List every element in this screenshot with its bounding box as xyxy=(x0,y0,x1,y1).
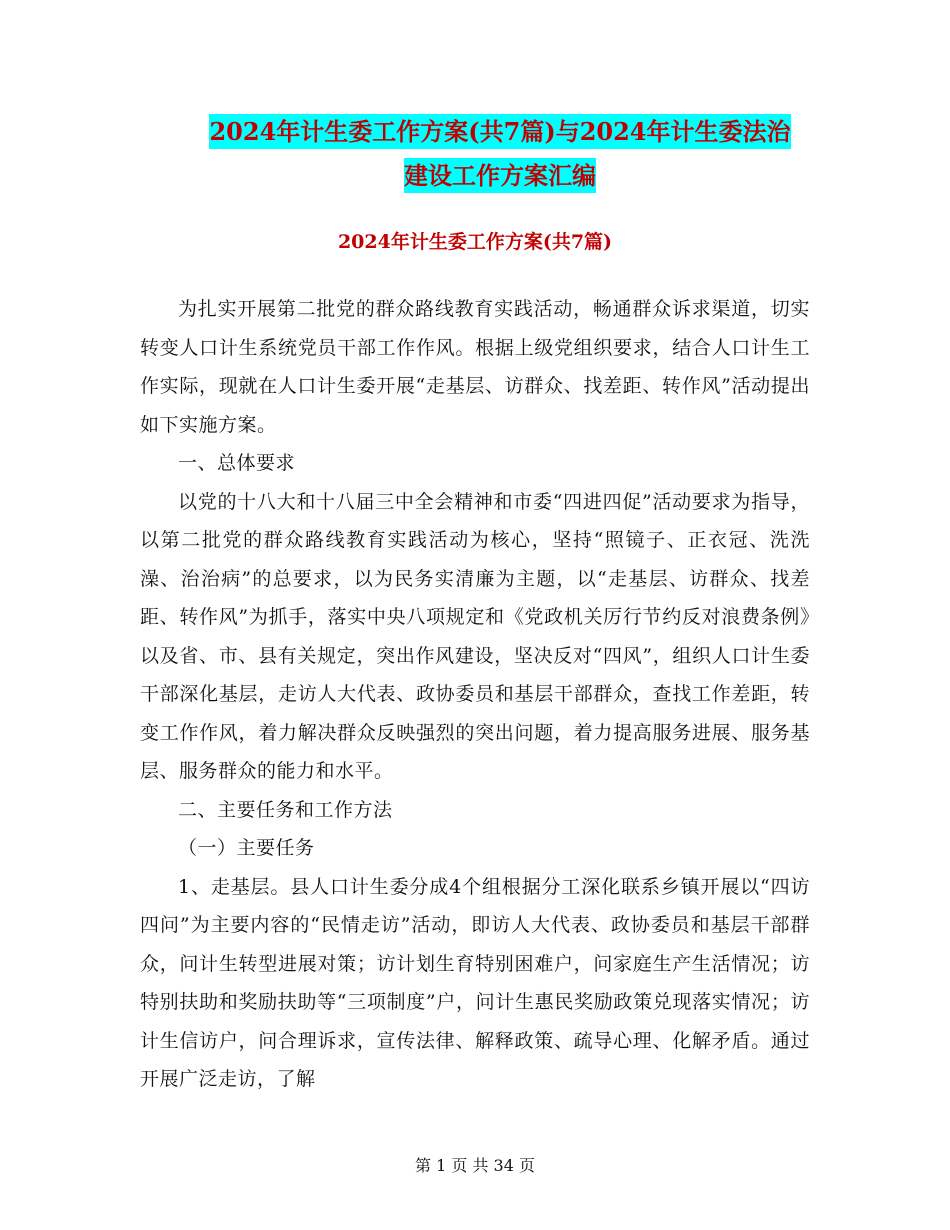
document-body xyxy=(140,290,810,1099)
heading-general-requirements: 一、总体要求 xyxy=(178,452,296,474)
document-title-line-1 xyxy=(120,110,880,154)
heading-main-tasks: （一）主要任务 xyxy=(178,837,315,859)
section-title: 2024年计生委工作方案(共7篇) xyxy=(337,231,613,253)
paragraph-intro: 为扎实开展第二批党的群众路线教育实践活动，畅通群众诉求渠道，切实转变人口计生系统党员干部工作作风。根据上级党组织要求，结合人口计生工作实际，现就在人口计生委开展“走基层、访群众、找差距、转作风”活动提出如下实施方案。 xyxy=(140,298,810,436)
page-footer: 第 1 页 共 34 页 xyxy=(415,1156,535,1175)
heading-main-tasks-methods: 二、主要任务和工作方法 xyxy=(178,798,393,821)
title-highlight: 2024年计生委工作方案(共7篇)与2024年计生委法治 xyxy=(209,114,790,149)
document-title-line-2 xyxy=(120,154,880,198)
title-highlight: 建设工作方案汇编 xyxy=(404,158,596,193)
paragraph-general-requirements: 以党的十八大和十八届三中全会精神和市委“四进四促”活动要求为指导，以第二批党的群众路线教育实践活动为核心，坚持“照镜子、正衣冠、洗洗澡、治治病”的总要求，以为民务实清廉为主题，以“走基层、访群众、找差距、转作风”为抓手，落实中央八项规定和《党政机关厉行节约反对浪费条例》以及省、市、县有关规定，突出作风建设，坚决反对“四风”，组织人口计生委干部深化基层，走访人大代表、政协委员和基层干部群众，查找工作差距，转变工作作风，着力解决群众反映强烈的突出问题，着力提高服务进展、服务基层、服务群众的能力和水平。 xyxy=(140,490,810,782)
paragraph-task-1: 1、走基层。县人口计生委分成4个组根据分工深化联系乡镇开展以“四访四问”为主要内容的“民情走访”活动，即访人大代表、政协委员和基层干部群众，问计生转型进展对策；访计划生育特别困难户，问家庭生产生活情况；访特别扶助和奖励扶助等“三项制度”户，问计生惠民奖励政策兑现落实情况；访计生信访户，问合理诉求，宣传法律、解释政策、疏导心理、化解矛盾。通过开展广泛走访，了解 xyxy=(140,875,810,1090)
